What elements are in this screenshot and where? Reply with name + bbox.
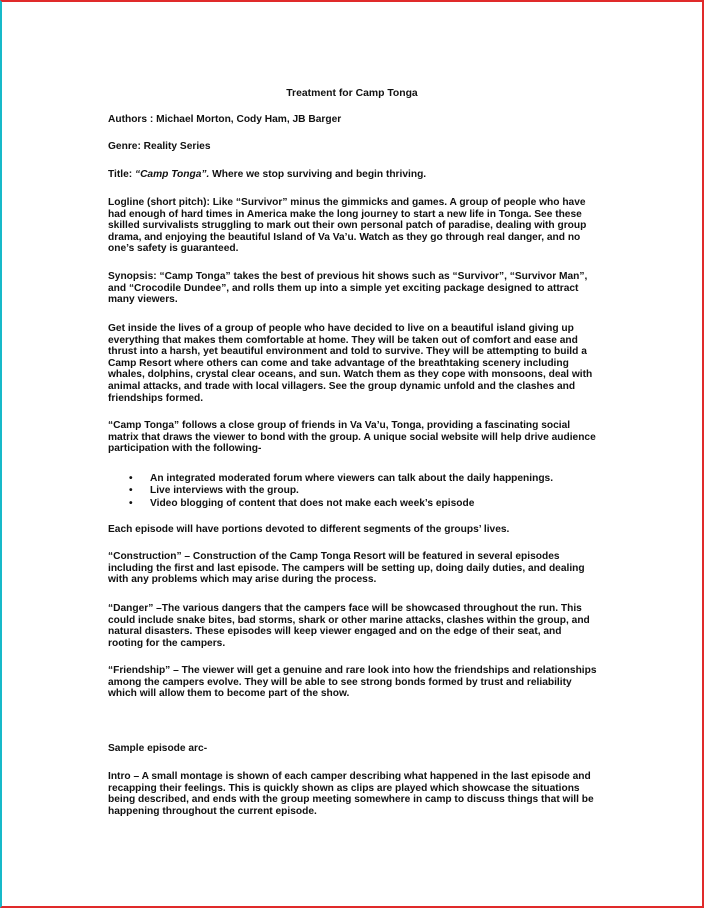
bullet-icon: • <box>129 497 133 509</box>
segments-paragraph: Each episode will have portions devoted to different segments of the groups’ lives. <box>108 524 510 535</box>
sample-arc-heading: Sample episode arc- <box>108 743 208 754</box>
list-item <box>108 473 598 485</box>
list-item-text: An integrated moderated forum where viewers can talk about the daily happenings. <box>150 473 554 484</box>
bullet-icon: • <box>129 473 133 484</box>
intro-paragraph: Intro – A small montage is shown of each camper describing what happened in the last episode and recapping their feelings. This is quickly shown as clips are played which showcase the situations being described, and ends with the group meeting somewhere in camp to discuss things that will be happening throughout the current episode. <box>108 771 594 817</box>
construction-paragraph: “Construction” – Construction of the Camp Tonga Resort will be featured in several episodes including the first and last episode. The campers will be setting up, doing daily duties, and dealing with any problems which may arise during the process. <box>108 551 585 586</box>
bullet-icon: • <box>129 485 133 497</box>
list-item <box>108 485 598 497</box>
logline-paragraph: Logline (short pitch): Like “Survivor” minus the gimmicks and games. A group of people who have had enough of hard times in America make the long journey to start a new life in Tonga. See these skilled survivalists struggling to mark out their own personal patch of paradise, dealing with group drama, and enjoying the beautiful Island of Va Va’u. Watch as they go through real danger, and no one’s safety is guaranteed. <box>108 197 587 255</box>
title-line <box>108 169 598 181</box>
title-line-tagline: Where we stop surviving and begin thriving. <box>209 169 427 180</box>
list-item <box>108 498 598 510</box>
list-item-text: Live interviews with the group. <box>150 485 299 497</box>
danger-paragraph: “Danger” –The various dangers that the campers face will be showcased throughout the run. This could include snake bites, bad storms, shark or other marine attacks, clashes within the group, and natural disasters. These episodes will keep viewer engaged and on the edge of their seat, and rooting for the campers. <box>108 603 590 649</box>
follows-paragraph: “Camp Tonga” follows a close group of friends in Va Va’u, Tonga, providing a fascinating social matrix that draws the viewer to bond with the group. A unique social website will help drive audience participation with the following- <box>108 420 596 455</box>
authors-line: Authors : Michael Morton, Cody Ham, JB Barger <box>108 114 342 125</box>
title-line-show-name: “Camp Tonga”. <box>134 169 210 180</box>
list-item-text: Video blogging of content that does not make each week’s episode <box>150 497 475 509</box>
genre-line: Genre: Reality Series <box>108 141 211 152</box>
friendship-paragraph: “Friendship” – The viewer will get a genuine and rare look into how the friendships and relationships among the campers evolve. They will be able to see strong bonds formed by trust and reliability which will allow them to become part of the show. <box>108 665 597 700</box>
document-title: Treatment for Camp Tonga <box>286 88 418 99</box>
synopsis-paragraph: Synopsis: “Camp Tonga” takes the best of previous hit shows such as “Survivor”, “Survivor Man”, and “Crocodile Dundee”, and rolls them up into a simple yet exciting package designed to attract many viewers. <box>108 271 588 306</box>
inside-paragraph: Get inside the lives of a group of people who have decided to live on a beautiful island giving up everything that makes them comfortable at home. They will be taken out of comfort and ease and thrust into a harsh, yet beautiful environment and told to survive. They will be attempting to build a Camp Resort where others can come and take advantage of the breathtaking scenery including whales, dolphins, crystal clear oceans, and sun. Watch them as they cope with monsoons, deal with animal attacks, and trade with local villagers. See the group dynamic unfold and the clashes and friendships formed. <box>108 323 593 404</box>
title-line-prefix: Title: <box>108 169 135 180</box>
feature-list <box>108 473 598 510</box>
